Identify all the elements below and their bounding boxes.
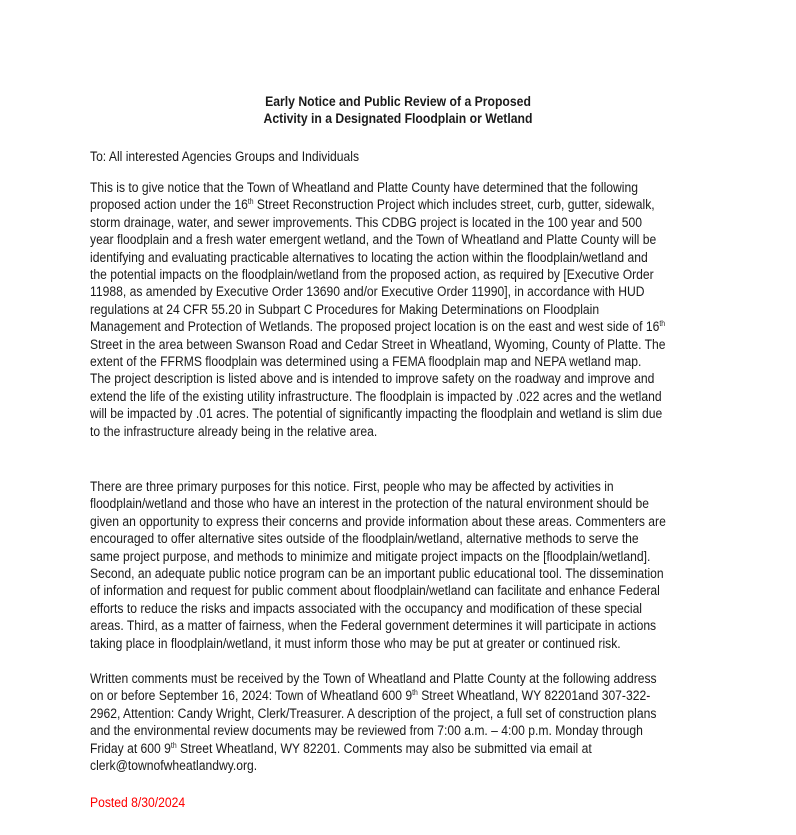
text-segment: identifying and evaluating practicable alternatives to locating the action within the floodplain/wetland and [90, 249, 648, 266]
text-segment: will be impacted by .01 acres. The potential of significantly impacting the floodplain and wetland is slim due [90, 406, 663, 423]
text-line: Second, an adequate public notice program can be an important public educational tool. The dissemination [90, 566, 664, 583]
text-segment: storm drainage, water, and sewer improvements. This CDBG project is located in the 100 year and 500 [90, 214, 642, 231]
posted-date [90, 795, 201, 812]
text-segment: Street Reconstruction Project which includes street, curb, gutter, sidewalk, [253, 197, 655, 214]
posted-date-text: Posted 8/30/2024 [90, 795, 186, 811]
text-segment: 11988, as amended by Executive Order 13690 and/or Executive Order 11990], in accordance with HUD [90, 284, 645, 301]
to-line-text: To: All interested Agencies Groups and Individuals [90, 149, 360, 165]
ordinal-suffix: th [659, 319, 666, 329]
text-line [90, 302, 666, 319]
text-line [90, 371, 666, 388]
text-line: encouraged to offer alternative sites outside of the floodplain/wetland, alternative methods to serve the [90, 531, 639, 548]
text-segment: regulations at 24 CFR 55.20 in Subpart C Procedures for Making Determinations on Floodplain [90, 301, 600, 318]
text-segment: to the infrastructure already being in the relative area. [90, 423, 378, 440]
text-segment: extent of the FFRMS floodplain was determined using a FEMA floodplain map and NEPA wetland map. [90, 354, 642, 371]
text-line [90, 284, 666, 301]
text-segment: 2962, Attention: Candy Wright, Clerk/Treasurer. A description of the project, a full set of construction plans [90, 705, 657, 722]
text-line [90, 424, 666, 441]
text-line [90, 215, 666, 232]
text-line [90, 671, 657, 688]
text-line [90, 197, 666, 214]
text-line: given an opportunity to express their concerns and provide information about these areas. Commenters are [90, 513, 666, 530]
text-segment: clerk@townofwheatlandwy.org. [90, 758, 258, 775]
text-line [90, 180, 666, 197]
text-segment: proposed action under the 16 [90, 197, 248, 214]
text-segment: Written comments must be received by the Town of Wheatland and Platte County at the following address [90, 671, 657, 687]
text-line: areas. Third, as a matter of fairness, when the Federal government determines it will participate in actions [90, 618, 657, 635]
text-segment: the potential impacts on the floodplain/wetland from the proposed action, as required by [Executive Order [90, 267, 654, 284]
ordinal-suffix: th [170, 740, 177, 750]
text-line [90, 706, 657, 723]
text-segment: This is to give notice that the Town of Wheatland and Platte County have determined that the following [90, 180, 639, 196]
text-segment: extend the life of the existing utility infrastructure. The floodplain is impacted by .022 acres and the wetland [90, 388, 662, 405]
text-segment: Management and Protection of Wetlands. The proposed project location is on the east and west side of 16 [90, 319, 660, 336]
text-line: efforts to reduce the risks and impacts associated with the occupancy and modification of these special [90, 600, 643, 617]
paragraph-notice [90, 180, 763, 441]
text-segment: Street Wheatland, WY 82201. Comments may also be submitted via email at [176, 740, 592, 757]
text-line [90, 758, 657, 775]
to-line [90, 149, 405, 166]
text-line [90, 389, 666, 406]
text-line [90, 406, 666, 423]
page-title [0, 94, 796, 128]
title-line: Early Notice and Public Review of a Proposed [265, 94, 531, 110]
text-segment: Street in the area between Swanson Road and Cedar Street in Wheatland, Wyoming, County of Platte. The [90, 336, 666, 353]
text-segment: on or before September 16, 2024: Town of Wheatland 600 9 [90, 688, 413, 705]
text-line: taking place in floodplain/wetland, it must inform those who may be put at greater or continued risk. [90, 635, 621, 652]
text-segment: and the environmental review documents may be reviewed from 7:00 a.m. – 4:00 p.m. Monday through [90, 723, 643, 740]
text-segment: year floodplain and a fresh water emergent wetland, and the Town of Wheatland and Platte County will be [90, 232, 657, 249]
text-line [90, 354, 666, 371]
title-line: Activity in a Designated Floodplain or Wetland [263, 111, 533, 127]
text-line [90, 723, 657, 740]
text-line [90, 741, 657, 758]
text-segment: Friday at 600 9 [90, 740, 171, 757]
text-line [90, 688, 657, 705]
text-line [90, 267, 666, 284]
text-line [90, 337, 666, 354]
text-line: floodplain/wetland and those who have an interest in the protection of the natural environment should be [90, 496, 650, 513]
text-line: same project purpose, and methods to minimize and mitigate project impacts on the [floodplain/wetland]. [90, 548, 651, 565]
paragraph-comments [90, 671, 753, 775]
text-segment: Street Wheatland, WY 82201and 307-322- [417, 688, 651, 705]
ordinal-suffix: th [412, 688, 418, 698]
text-line [90, 319, 666, 336]
text-line [90, 232, 666, 249]
text-line: There are three primary purposes for this notice. First, people who may be affected by activities in [90, 479, 614, 495]
text-line [90, 250, 666, 267]
text-line: of information and request for public comment about floodplain/wetland can facilitate and enhance Federal [90, 583, 660, 600]
text-segment: The project description is listed above and is intended to improve safety on the roadway and improve and [90, 371, 655, 388]
paragraph-purposes [90, 479, 764, 653]
ordinal-suffix: th [247, 197, 254, 207]
